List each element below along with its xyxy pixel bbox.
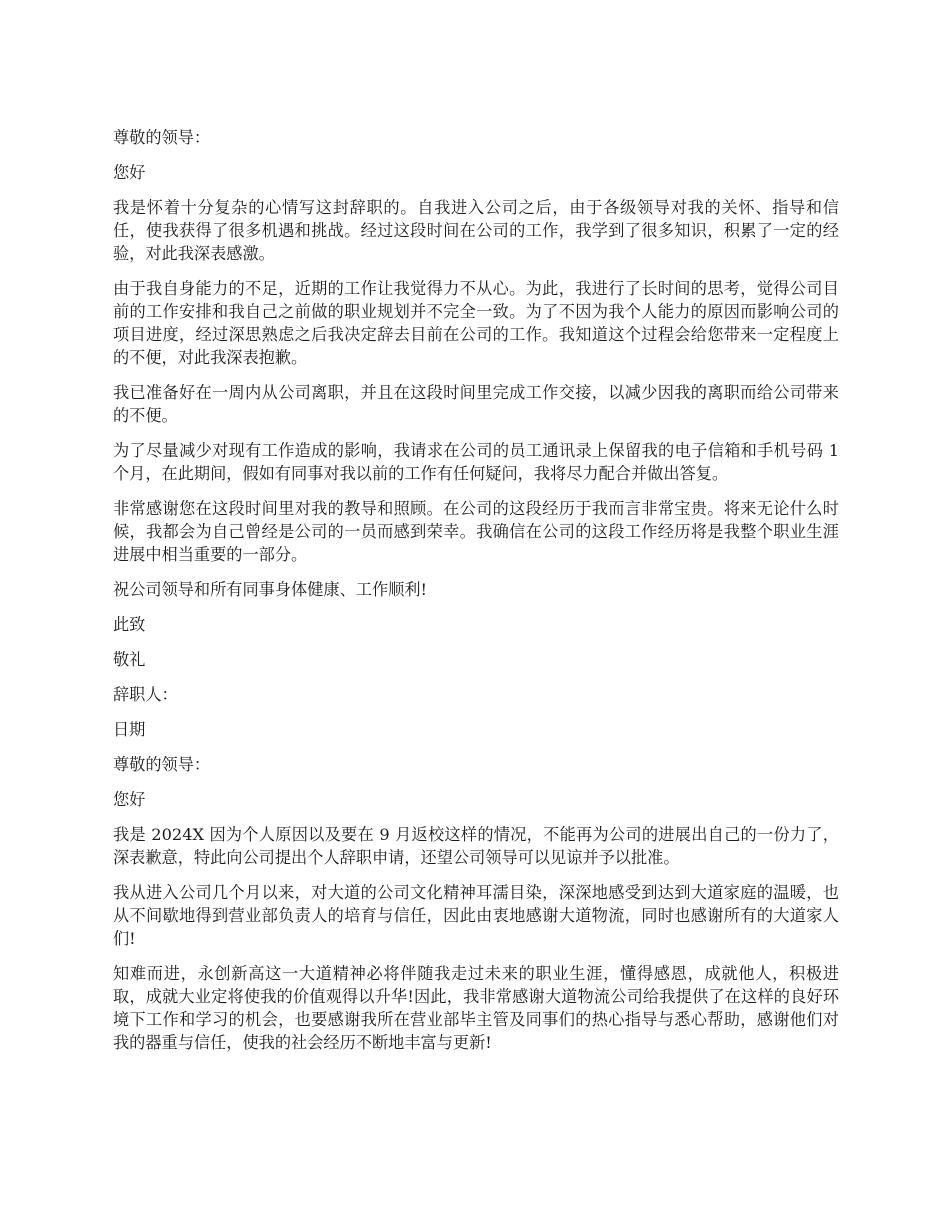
closing-wish: 祝公司领导和所有同事身体健康、工作顺利! xyxy=(113,580,428,599)
date-label: 日期 xyxy=(113,720,146,739)
salutation: 尊敬的领导： xyxy=(113,128,211,147)
body-paragraph: 由于我自身能力的不足，近期的工作让我觉得力不从心。为此，我进行了长时间的思考，觉得公司目前的工作安排和我自己之前做的职业规划并不完全一致。为了不因为我个人能力的原因而影响公司的项目进度，经过深思熟虑之后我决定辞去目前在公司的工作。我知道这个过程会给您带来一定程度上的不便，对此我深表抱歉。 xyxy=(113,279,839,367)
salutation: 尊敬的领导： xyxy=(113,755,211,774)
body-paragraph: 我是 2024X 因为个人原因以及要在 9 月返校这样的情况，不能再为公司的进展出自己的一份力了，深表歉意，特此向公司提出个人辞职申请，还望公司领导可以见谅并予以批准。 xyxy=(113,825,839,867)
body-paragraph: 我从进入公司几个月以来，对大道的公司文化精神耳濡目染，深深地感受到达到大道家庭的温暖，也从不间歇地得到营业部负责人的培育与信任，因此由衷地感谢大道物流，同时也感谢所有的大道家人们! xyxy=(113,883,839,948)
body-paragraph: 知难而进，永创新高这一大道精神必将伴随我走过未来的职业生涯，懂得感恩，成就他人，积极进取，成就大业定将使我的价值观得以升华!因此，我非常感谢大道物流公司给我提供了在这样的良好环境下工作和学习的机会，也要感谢我所在营业部毕主管及同事们的热心指导与悉心帮助，感谢他们对我的器重与信任，使我的社会经历不断地丰富与更新! xyxy=(113,964,839,1052)
body-paragraph: 我已准备好在一周内从公司离职，并且在这段时间里完成工作交接，以减少因我的离职而给公司带来的不便。 xyxy=(113,383,839,425)
body-paragraph: 非常感谢您在这段时间里对我的教导和照顾。在公司的这段经历于我而言非常宝贵。将来无论什么时候，我都会为自己曾经是公司的一员而感到荣幸。我确信在公司的这段工作经历将是我整个职业生涯进展中相当重要的一部分。 xyxy=(113,499,839,564)
greeting: 您好 xyxy=(113,163,146,182)
closing-salute: 敬礼 xyxy=(113,650,146,669)
body-paragraph: 我是怀着十分复杂的心情写这封辞职的。自我进入公司之后，由于各级领导对我的关怀、指导和信任，使我获得了很多机遇和挑战。经过这段时间在公司的工作，我学到了很多知识，积累了一定的经验，对此我深表感激。 xyxy=(113,198,839,263)
document-body xyxy=(113,126,839,1066)
signature-label: 辞职人： xyxy=(113,685,178,704)
greeting: 您好 xyxy=(113,790,146,809)
body-paragraph: 为了尽量减少对现有工作造成的影响，我请求在公司的员工通讯录上保留我的电子信箱和手机号码 1 个月，在此期间，假如有同事对我以前的工作有任何疑问，我将尽力配合并做出答复。 xyxy=(113,441,839,483)
closing-phrase: 此致 xyxy=(113,615,146,634)
